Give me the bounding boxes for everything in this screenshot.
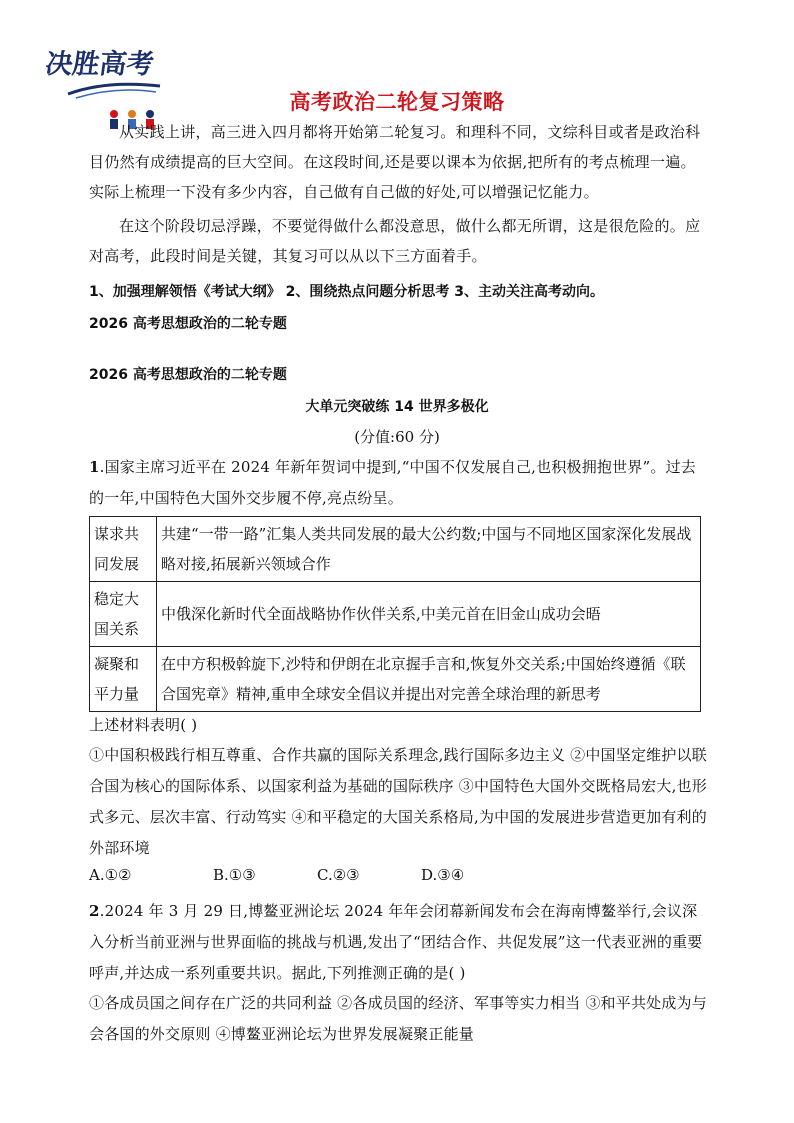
intro-paragraph-1: 从实践上讲，高三进入四月都将开始第二轮复习。和理科不同，文综科目或者是政治科目仍然有成绩提高的巨大空间。在这段时间,还是要以课本为依据,把所有的考点梳理一遍。实际上梳理一下没有多少内容，自己做有自己做的好处,可以增强记忆能力。 xyxy=(89,123,701,201)
material-table xyxy=(89,516,701,712)
question-1-choices xyxy=(89,866,464,884)
table-row xyxy=(90,647,701,712)
logo-text: 决胜高考 xyxy=(43,49,156,80)
intro-paragraph-2: 在这个阶段切忌浮躁，不要觉得做什么都没意思，做什么都无所谓，这是很危险的。应对高考，此段时间是关键，其复习可以从以下三方面着手。 xyxy=(89,217,701,265)
question-2 xyxy=(89,896,709,989)
row-content: 在中方积极斡旋下,沙特和伊朗在北京握手言和,恢复外交关系;中国始终遵循《联合国宪章》精神,重申全球安全倡议并提出对完善全球治理的新思考 xyxy=(157,647,701,712)
question-1-stem: 上述材料表明( ) xyxy=(89,716,198,734)
row-header: 凝聚和平力量 xyxy=(90,647,157,712)
row-content: 共建“一带一路”汇集人类共同发展的最大公约数;中国与不同地区国家深化发展战略对接,拓展新兴领域合作 xyxy=(157,517,701,582)
special-topic-heading-2: 2026 高考思想政治的二轮专题 xyxy=(89,367,287,383)
choice-d[interactable]: D.③④ xyxy=(421,866,465,884)
question-number: 2 xyxy=(89,902,100,920)
question-text: .国家主席习近平在 2024 年新年贺词中提到,“中国不仅发展自己,也积极拥抱世界”。过去的一年,中国特色大国外交步履不停,亮点纷呈。 xyxy=(89,458,696,507)
table-row xyxy=(90,582,701,647)
unit-title: 大单元突破练 14 世界多极化 xyxy=(305,399,489,415)
page-title: 高考政治二轮复习策略 xyxy=(289,90,505,114)
question-1-intro xyxy=(89,452,709,514)
review-focus-list: 1、加强理解领悟《考试大纲》 2、围绕热点问题分析思考 3、主动关注高考动向。 xyxy=(89,284,604,300)
question-number: 1 xyxy=(89,458,100,476)
row-content: 中俄深化新时代全面战略协作伙伴关系,中美元首在旧金山成功会晤 xyxy=(157,582,701,647)
special-topic-heading-1: 2026 高考思想政治的二轮专题 xyxy=(89,316,287,332)
question-text: .2024 年 3 月 29 日,博鳌亚洲论坛 2024 年年会闭幕新闻发布会在海南博鳌举行,会议深入分析当前亚洲与世界面临的挑战与机遇,发出了“团结合作、共促发展”这一代表亚洲的重要呼声,并达成一系列重要共识。据此,下列推测正确的是( ) xyxy=(89,902,703,982)
score-note: (分值:60 分) xyxy=(354,428,440,446)
question-2-statements: ①各成员国之间存在广泛的共同利益 ②各成员国的经济、军事等实力相当 ③和平共处成为与会各国的外交原则 ④博鳌亚洲论坛为世界发展凝聚正能量 xyxy=(89,994,707,1043)
choice-b[interactable]: B.①③ xyxy=(213,866,256,884)
question-1-statements: ①中国积极践行相互尊重、合作共赢的国际关系理念,践行国际多边主义 ②中国坚定维护以联合国为核心的国际体系、以国家利益为基础的国际秩序 ③中国特色大国外交既格局宏大,也形式多元、层次丰富、行动笃实 ④和平稳定的大国关系格局,为中国的发展进步营造更加有利的外部环境 xyxy=(89,746,707,857)
choice-c[interactable]: C.②③ xyxy=(317,866,360,884)
choice-a[interactable]: A.①② xyxy=(89,866,132,884)
row-header: 稳定大国关系 xyxy=(90,582,157,647)
row-header: 谋求共同发展 xyxy=(90,517,157,582)
table-row xyxy=(90,517,701,582)
